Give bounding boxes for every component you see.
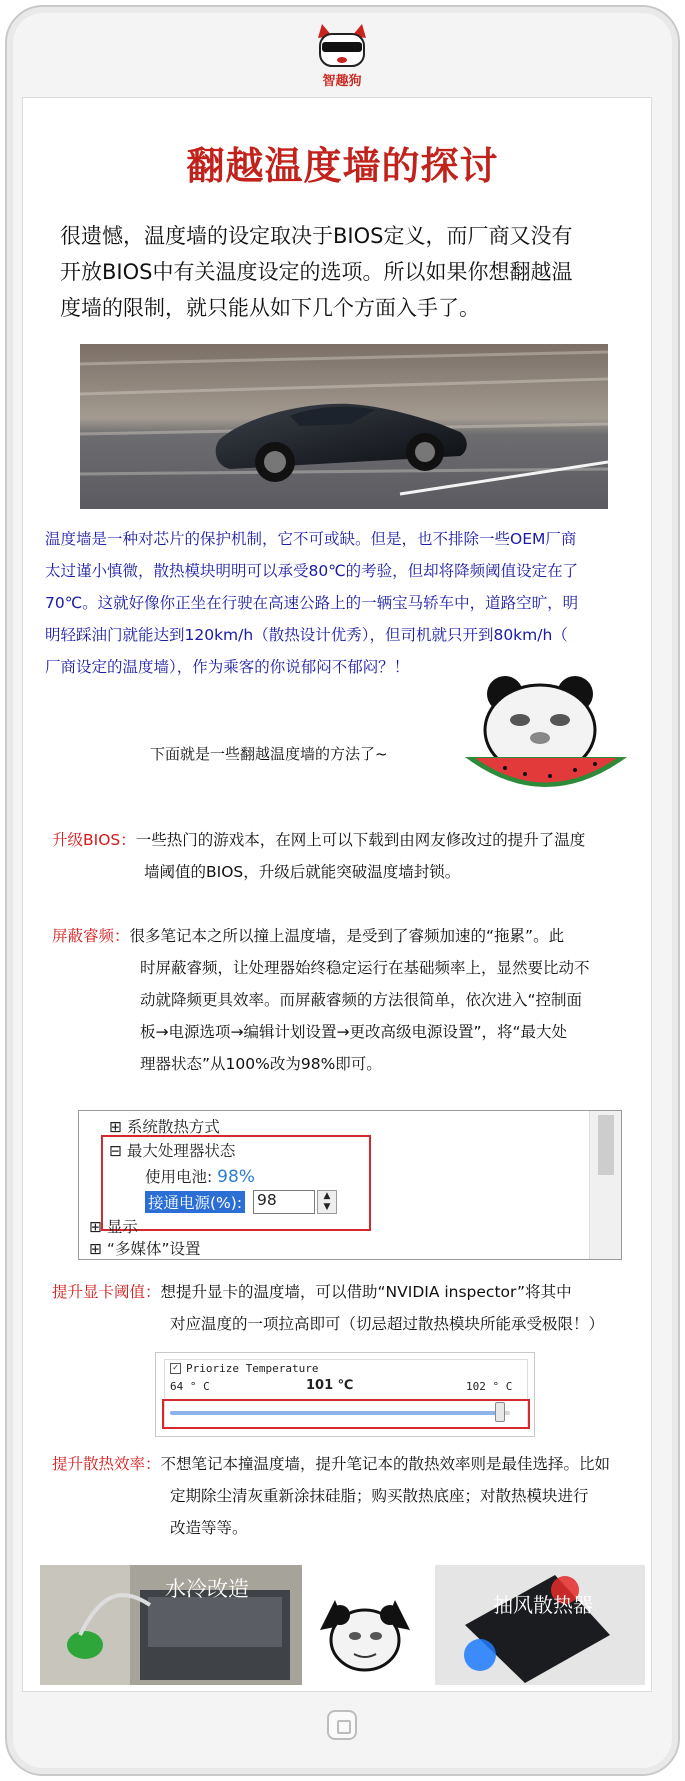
- method-cooling-efficiency: [52, 1448, 652, 1544]
- priorize-checkbox[interactable]: ✓: [170, 1363, 181, 1374]
- explanation-line: 70℃。这就好像你正坐在行驶在高速公路上的一辆宝马轿车中，道路空旷，明: [45, 594, 579, 612]
- temp-current-label: 101 ℃: [306, 1378, 354, 1393]
- highlight-box: [101, 1135, 371, 1231]
- panda-meme-image: [310, 1570, 420, 1685]
- method-text-line: 改造等等。: [170, 1519, 248, 1537]
- method-text-line: 很多笔记本之所以撞上温度墙，是受到了睿频加速的“拖累”。此: [129, 927, 565, 945]
- explanation-paragraph: [45, 523, 645, 683]
- intro-paragraph: [60, 218, 630, 326]
- tree-item-max-cpu[interactable]: ⊟ 最大处理器状态: [109, 1142, 236, 1160]
- value-spinner[interactable]: ▲ ▼: [317, 1190, 337, 1214]
- method-text-line: 板→电源选项→编辑计划设置→更改高级电源设置”，将“最大处: [140, 1023, 568, 1041]
- explanation-line: 明轻踩油门就能达到120km/h（散热设计优秀），但司机就只开到80km/h（: [45, 626, 568, 644]
- water-cooling-caption: 水冷改造: [165, 1577, 249, 1601]
- water-cooling-photo: [40, 1565, 302, 1685]
- tree-item-cooling[interactable]: ⊞ 系统散热方式: [109, 1118, 220, 1136]
- checkbox-label: Priorize Temperature: [186, 1362, 319, 1375]
- power-options-screenshot: [78, 1110, 622, 1260]
- exhaust-fan-caption: 抽风散热器: [493, 1593, 593, 1617]
- method-text-line: 不想笔记本撞温度墙，提升笔记本的散热效率则是最佳选择。比如: [160, 1455, 611, 1473]
- methods-intro: 下面就是一些翻越温度墙的方法了~: [150, 745, 388, 763]
- battery-value: 98%: [217, 1167, 255, 1187]
- explanation-line: 厂商设定的温度墙），作为乘客的你说郁闷不郁闷？！: [45, 658, 410, 676]
- temp-min-label: 64 ° C: [170, 1380, 210, 1393]
- car-image: [80, 344, 608, 509]
- temp-max-label: 102 ° C: [466, 1380, 513, 1393]
- cooling-photos: [40, 1565, 645, 1685]
- intro-line: 度墙的限制，就只能从如下几个方面入手了。: [60, 296, 480, 320]
- method-text-line: 理器状态”从100%改为98%即可。: [140, 1055, 382, 1073]
- home-button[interactable]: [327, 1710, 357, 1740]
- method-label: 提升散热效率：: [52, 1455, 161, 1473]
- method-label: 屏蔽睿频：: [52, 927, 130, 945]
- exhaust-fan-photo: [435, 1565, 645, 1685]
- scrollbar[interactable]: [589, 1111, 621, 1259]
- method-label: 升级BIOS：: [52, 831, 136, 849]
- sports-car-photo: [80, 344, 608, 509]
- method-text-line: 一些热门的游戏本，在网上可以下载到由网友修改过的提升了温度: [135, 831, 586, 849]
- method-text-line: 对应温度的一项拉高即可（切忌超过散热模块所能承受极限！）: [170, 1315, 605, 1333]
- logo-text: 智趣狗: [322, 74, 362, 89]
- exhaust-fan-image: [435, 1565, 645, 1685]
- method-text-line: 动就降频更具效率。而屏蔽睿频的方法很简单，依次进入“控制面: [140, 991, 583, 1009]
- plugged-label: 接通电源(%):: [145, 1191, 245, 1213]
- intro-line: 开放BIOS中有关温度设定的选项。所以如果你想翻越温: [60, 260, 573, 284]
- panda-meme-image: [455, 672, 635, 797]
- tree-item-label: 显示: [106, 1218, 138, 1236]
- tree-item-label: “多媒体”设置: [106, 1240, 201, 1258]
- method-disable-turbo: [52, 920, 652, 1080]
- method-text-line: 时屏蔽睿频，让处理器始终稳定运行在基础频率上，显然要比动不: [140, 959, 590, 977]
- method-gpu-threshold: [52, 1276, 652, 1340]
- plugged-value-input[interactable]: 98: [253, 1190, 315, 1214]
- method-text-line: 墙阈值的BIOS，升级后就能突破温度墙封锁。: [144, 863, 461, 881]
- explanation-line: 太过谨小慎微，散热模块明明可以承受80℃的考验，但却将降频阈值设定在了: [45, 562, 579, 580]
- logo: [310, 18, 374, 88]
- highlight-box: [162, 1399, 530, 1429]
- method-label: 提升显卡阈值：: [52, 1283, 161, 1301]
- tree-item-label: 最大处理器状态: [126, 1142, 236, 1160]
- intro-line: 很遗憾，温度墙的设定取决于BIOS定义，而厂商又没有: [60, 224, 573, 248]
- method-text-line: 想提升显卡的温度墙，可以借助“NVIDIA inspector”将其中: [160, 1283, 572, 1301]
- panda-meme: [310, 1570, 420, 1685]
- tree-item-label: 系统散热方式: [126, 1118, 220, 1136]
- tree-item-display[interactable]: ⊞ 显示: [89, 1218, 138, 1236]
- method-upgrade-bios: [52, 824, 652, 888]
- panda-watermelon-meme: [455, 672, 635, 797]
- explanation-line: 温度墙是一种对芯片的保护机制，它不可或缺。但是，也不排除一些OEM厂商: [45, 530, 577, 548]
- page-title: 翻越温度墙的探讨: [186, 144, 499, 188]
- nvidia-inspector-screenshot: [155, 1352, 535, 1437]
- battery-label: 使用电池:: [145, 1168, 213, 1186]
- tree-item-multimedia[interactable]: ⊞ “多媒体”设置: [89, 1240, 201, 1258]
- method-text-line: 定期除尘清灰重新涂抹硅脂；购买散热底座；对散热模块进行: [170, 1487, 589, 1505]
- dog-logo-icon: [310, 18, 374, 70]
